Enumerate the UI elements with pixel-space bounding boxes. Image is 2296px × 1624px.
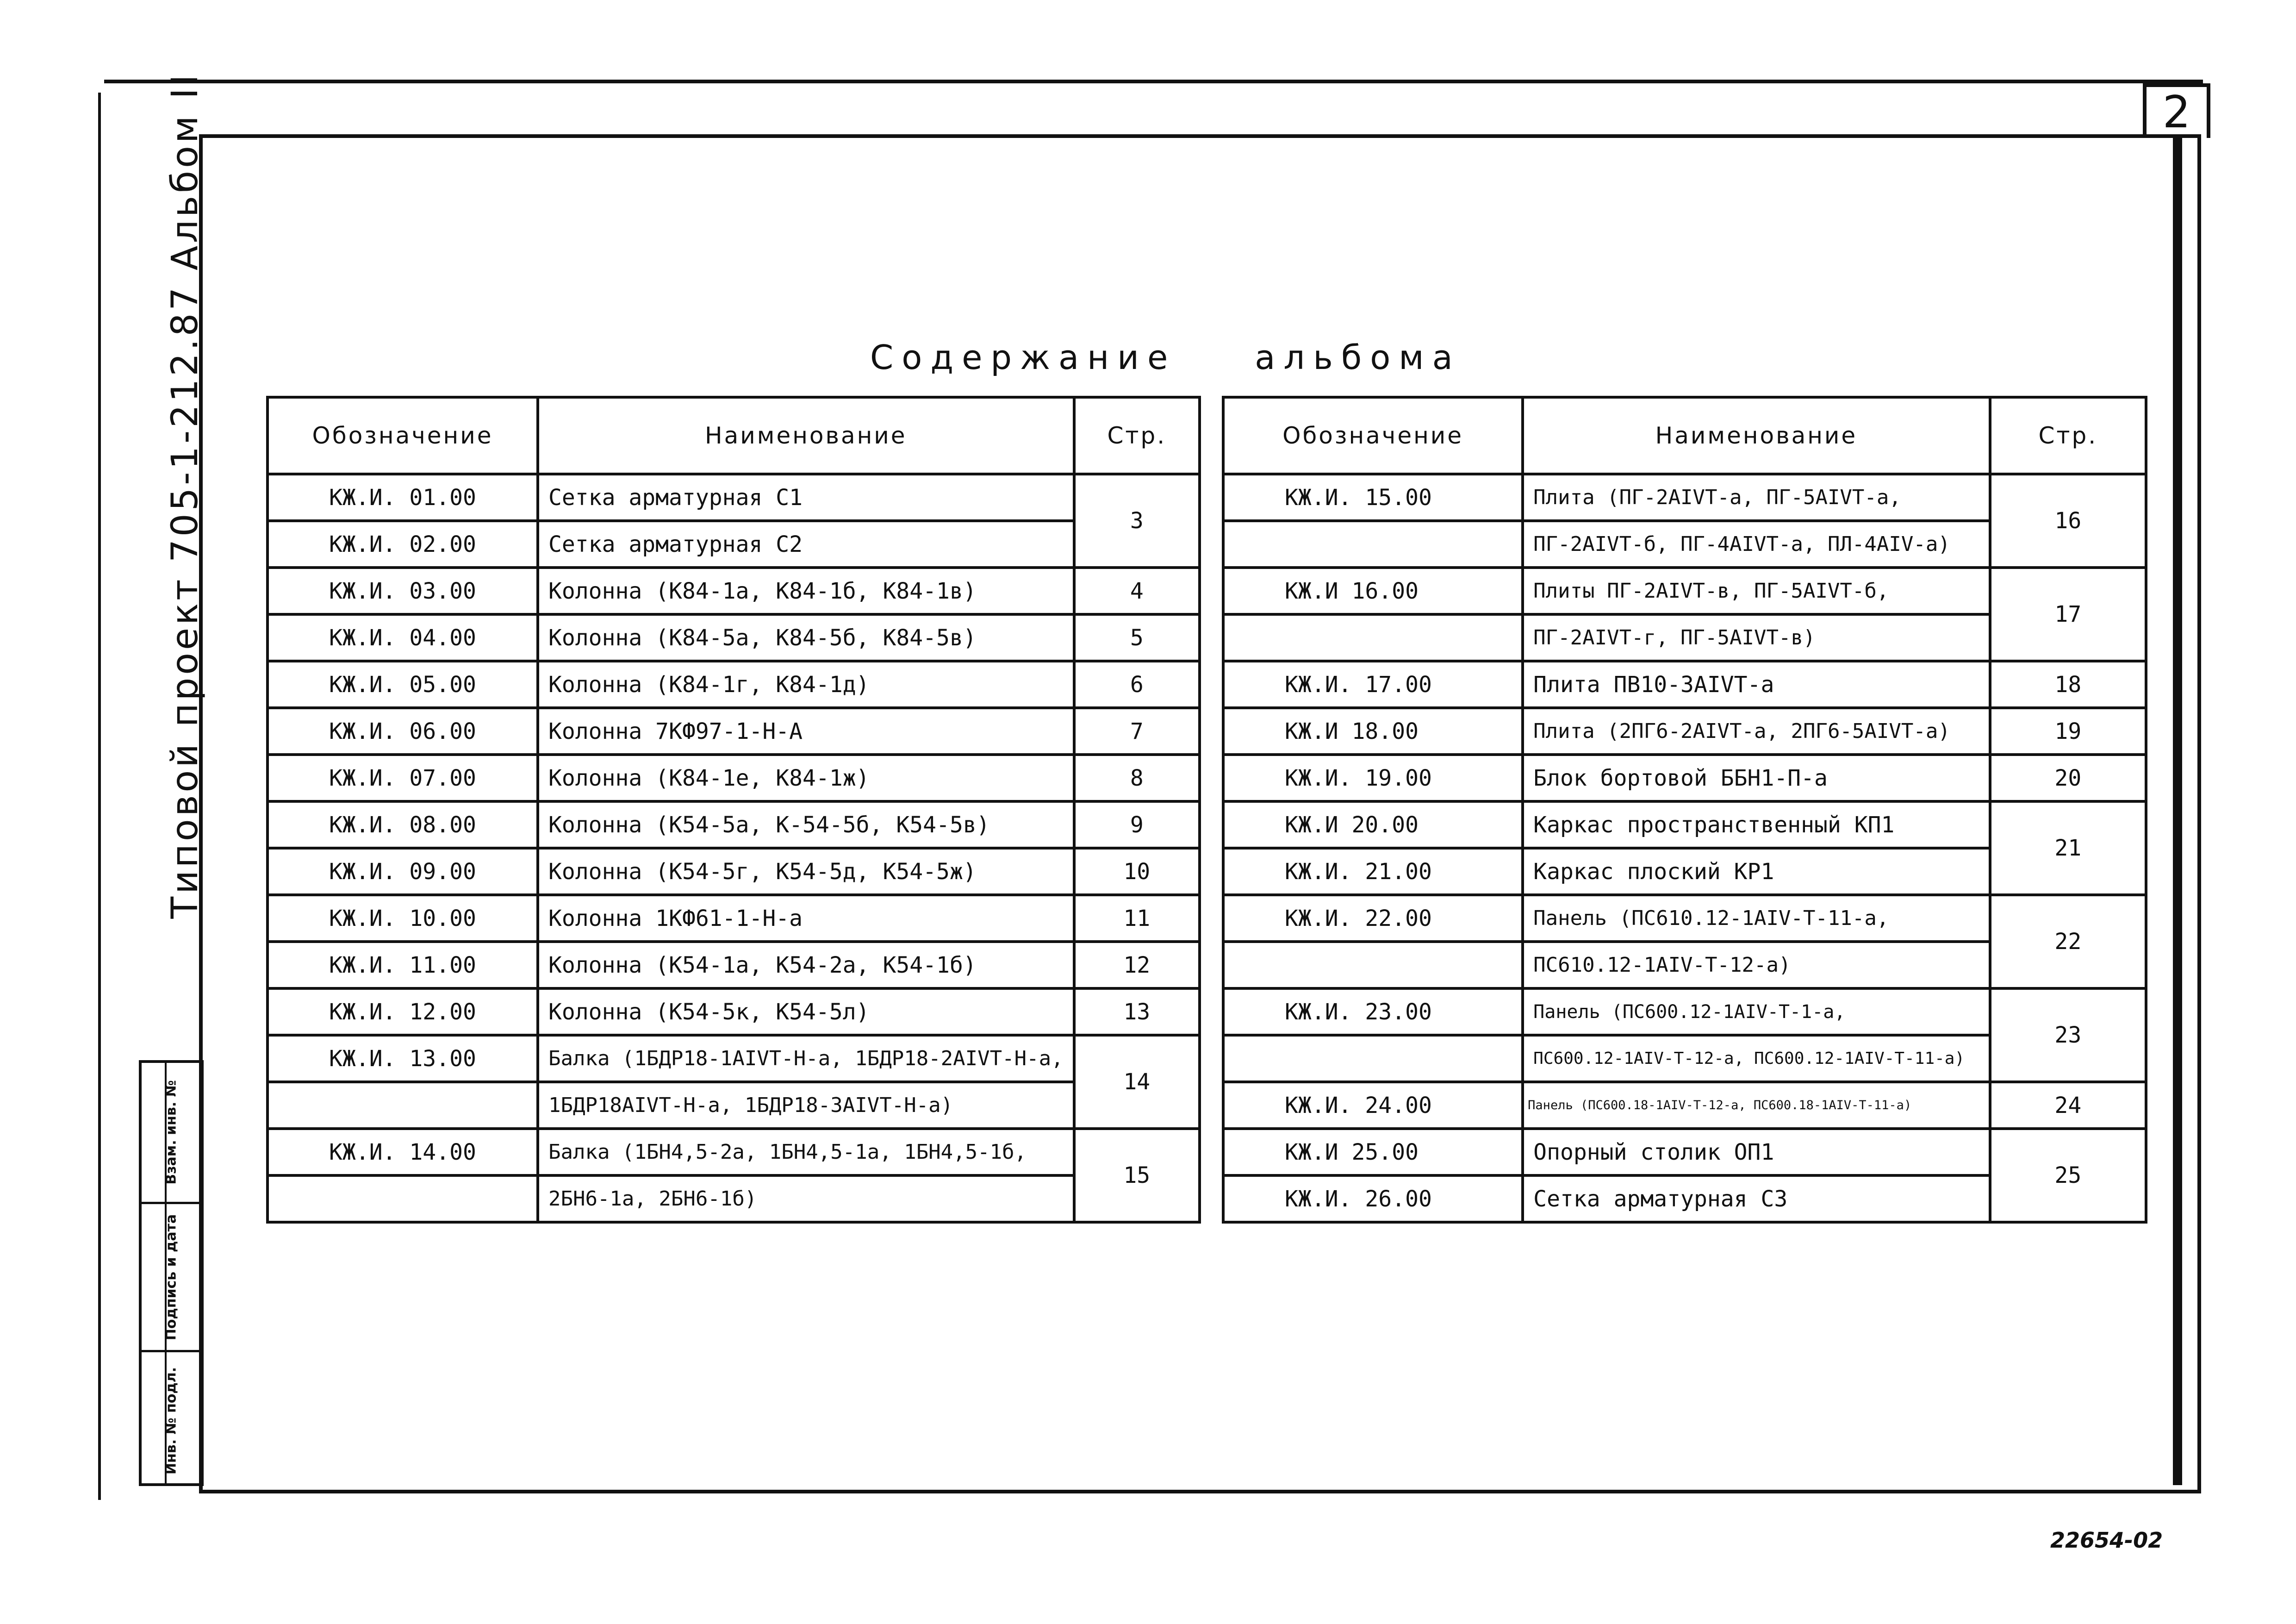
table-row [268, 1035, 1200, 1082]
row-name: Колонна (К54-5а, К-54-5б, К54-5в) [538, 801, 1074, 848]
side-title: Типовой проект 705-1-212.87 Альбом II [164, 72, 206, 919]
contents-table-left [266, 396, 1201, 1224]
row-name: ПГ-2АIVТ-б, ПГ-4АIVТ-а, ПЛ-4АIV-а) [1523, 521, 1990, 568]
archive-number: 22654-02 [2050, 1528, 2163, 1553]
row-name: Плита (ПГ-2АIVТ-а, ПГ-5АIVТ-а, [1523, 474, 1990, 521]
row-name: Плита ПВ10-3АIVТ-а [1523, 661, 1990, 708]
row-name: ПС600.12-1АIV-Т-12-а, ПС600.12-1АIV-Т-11-а) [1523, 1035, 1990, 1082]
row-code: КЖ.И 16.00 [1223, 568, 1523, 614]
row-page: 22 [1990, 895, 2146, 988]
row-page: 9 [1074, 801, 1200, 848]
approval-stamp [139, 1060, 204, 1486]
row-code [268, 1082, 538, 1129]
row-code: КЖ.И. 22.00 [1223, 895, 1523, 942]
row-name: Сетка арматурная С1 [538, 474, 1074, 521]
row-name: ПС610.12-1АIV-Т-12-а) [1523, 942, 1990, 988]
title-word-1: Содержание [870, 338, 1176, 377]
table-row [268, 521, 1200, 568]
frame-right-bar [2173, 138, 2182, 1485]
row-name: Балка (1БДР18-1АIVТ-Н-а, 1БДР18-2АIVТ-Н-а, [538, 1035, 1074, 1082]
row-page: 14 [1074, 1035, 1200, 1129]
row-page: 11 [1074, 895, 1200, 942]
row-code: КЖ.И. 19.00 [1223, 755, 1523, 801]
row-name: Колонна 7КФ97-1-Н-А [538, 708, 1074, 755]
row-page: 8 [1074, 755, 1200, 801]
row-page: 24 [1990, 1082, 2146, 1129]
row-code: КЖ.И. 05.00 [268, 661, 538, 708]
row-name: Сетка арматурная С2 [538, 521, 1074, 568]
page-number: 2 [2143, 83, 2210, 138]
row-page: 23 [1990, 988, 2146, 1082]
row-name: Балка (1БН4,5-2а, 1БН4,5-1а, 1БН4,5-1б, [538, 1129, 1074, 1175]
table-header-row [1223, 397, 2146, 474]
row-page: 16 [1990, 474, 2146, 568]
table-row [268, 942, 1200, 988]
row-code: КЖ.И. 12.00 [268, 988, 538, 1035]
row-code: КЖ.И. 23.00 [1223, 988, 1523, 1035]
stamp-label: Инв. № подл. [163, 1367, 180, 1474]
table-row [1223, 1082, 2146, 1129]
row-page: 18 [1990, 661, 2146, 708]
row-code: КЖ.И 25.00 [1223, 1129, 1523, 1175]
row-page: 10 [1074, 848, 1200, 895]
row-code: КЖ.И. 24.00 [1223, 1082, 1523, 1129]
row-page: 6 [1074, 661, 1200, 708]
table-row [268, 801, 1200, 848]
row-name: Панель (ПС600.12-1АIV-Т-1-а, [1523, 988, 1990, 1035]
row-code: КЖ.И. 10.00 [268, 895, 538, 942]
row-name: Каркас плоский КР1 [1523, 848, 1990, 895]
row-page: 19 [1990, 708, 2146, 755]
row-code [268, 1175, 538, 1222]
table-row [1223, 988, 2146, 1035]
row-code [1223, 614, 1523, 661]
stamp-label: Взам. инв. № [163, 1080, 180, 1185]
row-name: 2БН6-1а, 2БН6-1б) [538, 1175, 1074, 1222]
left-border-line [98, 93, 101, 1500]
table-row [268, 848, 1200, 895]
row-name: Колонна (К54-5к, К54-5л) [538, 988, 1074, 1035]
row-name: Плиты ПГ-2АIVТ-в, ПГ-5АIVТ-б, [1523, 568, 1990, 614]
header-name: Наименование [1523, 397, 1990, 474]
row-name: Колонна (К84-5а, К84-5б, К84-5в) [538, 614, 1074, 661]
title-word-2: альбома [1255, 338, 1461, 377]
row-code: КЖ.И. 08.00 [268, 801, 538, 848]
row-name: Колонна (К84-1г, К84-1д) [538, 661, 1074, 708]
row-page: 5 [1074, 614, 1200, 661]
row-name: Каркас пространственный КП1 [1523, 801, 1990, 848]
row-name: Опорный столик ОП1 [1523, 1129, 1990, 1175]
row-code: КЖ.И. 17.00 [1223, 661, 1523, 708]
table-row [268, 661, 1200, 708]
row-name: Колонна (К54-5г, К54-5д, К54-5ж) [538, 848, 1074, 895]
table-row [1223, 895, 2146, 942]
row-code: КЖ.И. 09.00 [268, 848, 538, 895]
stamp-cell-inventory [142, 1350, 201, 1489]
row-code: КЖ.И. 15.00 [1223, 474, 1523, 521]
row-code: КЖ.И. 11.00 [268, 942, 538, 988]
row-name: Сетка арматурная С3 [1523, 1175, 1990, 1222]
row-code: КЖ.И. 14.00 [268, 1129, 538, 1175]
row-name: Блок бортовой ББН1-П-а [1523, 755, 1990, 801]
row-page: 15 [1074, 1129, 1200, 1222]
row-name: Колонна 1КФ61-1-Н-а [538, 895, 1074, 942]
row-code: КЖ.И. 07.00 [268, 755, 538, 801]
row-code: КЖ.И. 26.00 [1223, 1175, 1523, 1222]
table-row [1223, 708, 2146, 755]
row-name: Панель (ПС610.12-1АIV-Т-11-а, [1523, 895, 1990, 942]
row-name: Плита (2ПГ6-2АIVТ-а, 2ПГ6-5АIVТ-а) [1523, 708, 1990, 755]
row-code: КЖ.И. 13.00 [268, 1035, 538, 1082]
row-page: 4 [1074, 568, 1200, 614]
row-page: 3 [1074, 474, 1200, 568]
header-designation: Обозначение [268, 397, 538, 474]
table-row [1223, 474, 2146, 521]
table-row [268, 988, 1200, 1035]
row-code: КЖ.И. 21.00 [1223, 848, 1523, 895]
header-page: Стр. [1074, 397, 1200, 474]
stamp-label: Подпись и дата [163, 1214, 180, 1340]
contents-table-right [1222, 396, 2147, 1224]
table-row [268, 708, 1200, 755]
table-row [268, 1082, 1200, 1129]
table-row [268, 1129, 1200, 1175]
document-title [870, 338, 1461, 377]
table-header-row [268, 397, 1200, 474]
table-row [1223, 1129, 2146, 1175]
row-code [1223, 942, 1523, 988]
row-code: КЖ.И. 02.00 [268, 521, 538, 568]
table-row [1223, 568, 2146, 614]
header-designation: Обозначение [1223, 397, 1523, 474]
row-name: Колонна (К84-1е, К84-1ж) [538, 755, 1074, 801]
table-row [1223, 661, 2146, 708]
row-page: 21 [1990, 801, 2146, 895]
row-code [1223, 521, 1523, 568]
table-row [268, 474, 1200, 521]
row-code: КЖ.И. 06.00 [268, 708, 538, 755]
row-code [1223, 1035, 1523, 1082]
header-page: Стр. [1990, 397, 2146, 474]
table-row [268, 614, 1200, 661]
table-row [1223, 801, 2146, 848]
table-row [268, 568, 1200, 614]
row-code: КЖ.И 20.00 [1223, 801, 1523, 848]
top-border-line [104, 80, 2203, 83]
row-name: 1БДР18АIVТ-Н-а, 1БДР18-3АIVТ-Н-а) [538, 1082, 1074, 1129]
table-row [268, 895, 1200, 942]
row-page: 25 [1990, 1129, 2146, 1222]
row-name: Панель (ПС600.18-1АIV-Т-12-а, ПС600.18-1АIV-Т-11-а) [1523, 1082, 1990, 1129]
row-name: Колонна (К84-1а, К84-1б, К84-1в) [538, 568, 1074, 614]
row-code: КЖ.И 18.00 [1223, 708, 1523, 755]
row-code: КЖ.И. 01.00 [268, 474, 538, 521]
row-page: 7 [1074, 708, 1200, 755]
row-name: Колонна (К54-1а, К54-2а, К54-1б) [538, 942, 1074, 988]
row-page: 13 [1074, 988, 1200, 1035]
table-row [1223, 755, 2146, 801]
row-page: 12 [1074, 942, 1200, 988]
row-code: КЖ.И. 04.00 [268, 614, 538, 661]
table-row [268, 1175, 1200, 1222]
stamp-cell-signature [142, 1202, 201, 1350]
row-code: КЖ.И. 03.00 [268, 568, 538, 614]
table-row [268, 755, 1200, 801]
header-name: Наименование [538, 397, 1074, 474]
row-page: 17 [1990, 568, 2146, 661]
row-name: ПГ-2АIVТ-г, ПГ-5АIVТ-в) [1523, 614, 1990, 661]
stamp-cell-replaced [142, 1063, 201, 1202]
row-page: 20 [1990, 755, 2146, 801]
